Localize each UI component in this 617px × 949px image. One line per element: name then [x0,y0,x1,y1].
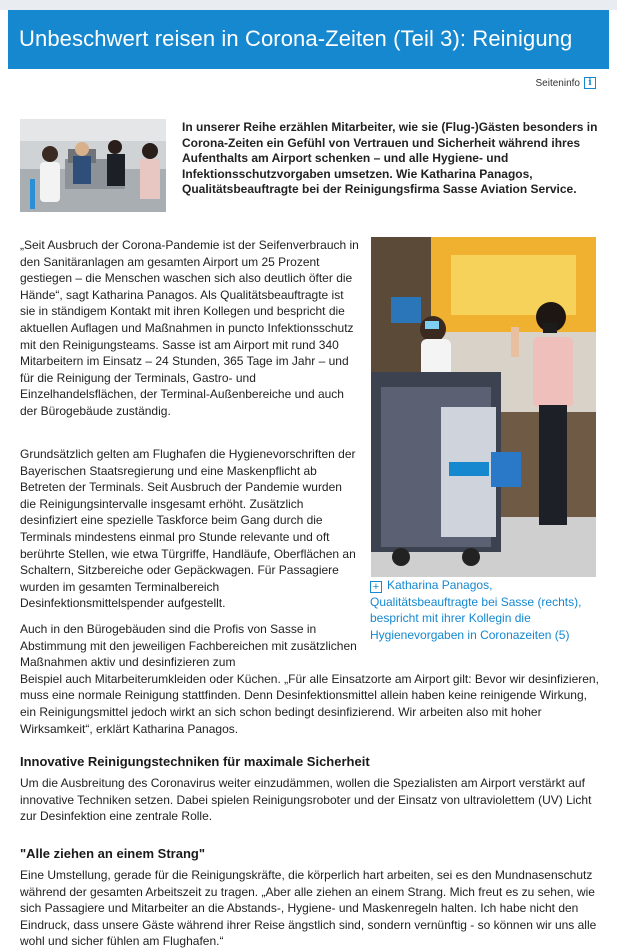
page-header [8,10,609,69]
section-heading-innovation: Innovative Reinigungstechniken für maximale Sicherheit [20,754,370,769]
expand-image-icon[interactable]: + [370,581,382,593]
body-paragraph-2: Grundsätzlich gelten am Flughafen die Hygienevorschriften der Bayerischen Staatsregierung und eine Maskenpflicht ab Betreten der Terminals. Seit Ausbruch der Pandemie wurden die Reinigungsintervalle insgesamt erhöht. Zusätzlich desinfiziert eine spezielle Taskforce beim Gang durch die Terminals mindestens einmal pro Stunde relevante und oft berührte Stellen, wie etwa Türgriffe, Handläufe, Oberflächen an Schaltern, Sitzbereiche oder Gepäckwagen. Für Passagiere wurden im gesamten Terminalbereich Desinfektionsmittelspender aufgestellt. [20,447,356,611]
body-paragraph-3-start: Auch in den Bürogebäuden sind die Profis von Sasse in Abstimmung mit den jeweiligen Fachbereichen mit zusätzlichen Maßnahmen aktiv und desinfizieren zum [20,622,357,670]
photo-caption [370,577,600,643]
body-paragraph-5: Eine Umstellung, gerade für die Reinigungskräfte, die körperlich hart arbeiten, sei es den Mundnasenschutz während der gesamten Arbeitszeit zu tragen. „Aber alle ziehen an einem Strang. Mich freut es zu sehen, wie sich Passagiere und Mitarbeiter an die Abstands-, Hygiene- und Maskenregeln halten. Ich habe nicht den Eindruck, dass unsere Gäste während ihrer Reise ängstlich sind, sondern vernünftig - so können wir uns alle wohl und sicher fühlen am Flughafen.“ [20,868,597,949]
photo-caption-text: Katharina Panagos, Qualitätsbeauftragte bei Sasse (rechts), bespricht mit ihrer Kollegin die Hygienevorgaben in Coronazeiten (5) [370,578,582,642]
body-paragraph-3-end: Beispiel auch Mitarbeiterumkleiden oder Küchen. „Für alle Einsatzorte am Airport gilt: Bevor wir desinfizieren, muss eine normale Reinigung stattfinden. Denn Desinfektionsmittel allein haben keine reinigende Wirkung, ein Reinigungsmittel jedoch wirkt an sich schon bedingt desinfizierend. Wir arbeiten also mit hoher Wirksamkeit“, erklärt Katharina Panagos. [20,671,599,736]
page-info-link[interactable] [536,77,596,89]
article-photo[interactable] [371,237,596,577]
intro-text: In unserer Reihe erzählen Mitarbeiter, wie sie (Flug-)Gästen besonders in Corona-Zeiten ein Gefühl von Vertrauen und Sicherheit während ihres Aufenthalts am Airport schenken – und alle Hygiene- und Infektionsschutzvorgaben umsetzen. Wie Katharina Panagos, Qualitätsbeauftragte bei der Reinigungsfirma Sasse Aviation Service. [182,120,598,196]
section-heading-strang: "Alle ziehen an einem Strang" [20,846,205,861]
body-paragraph-1: „Seit Ausbruch der Corona-Pandemie ist der Seifenverbrauch in den Sanitäranlagen am gesamten Airport um 25 Prozent gestiegen – die Menschen waschen sich also deutlich öfter die Hände“, sagt Katharina Panagos. Als Qualitätsbeauftragte ist sie in ständigem Kontakt mit ihren Kollegen und bespricht die aktuellen Auflagen und Maßnahmen in puncto Infektionsschutz mit den Reinigungsteams. Sasse ist am Airport mit rund 340 Mitarbeitern im Einsatz – 24 Stunden, 365 Tage im Jahr – und für die Reinigung der Terminals, Gastro- und Einzelhandelsflächen, der Terminal-Außenbereiche und auch der Bürogebäude zuständig. [20,238,359,418]
article-photo-illustration [371,237,596,577]
page-title: Unbeschwert reisen in Corona-Zeiten (Teil 3): Reinigung [19,26,573,51]
info-icon[interactable]: i [584,77,596,89]
body-paragraph-3 [20,621,599,737]
intro-thumbnail-image[interactable] [20,119,166,212]
top-stripe [0,0,617,10]
body-paragraph-4: Um die Ausbreitung des Coronavirus weiter einzudämmen, wollen die Spezialisten am Airport verstärkt auf innovative Techniken setzen. Dabei spielen Reinigungsroboter und der Einsatz von ultraviolettem (UV) Licht zur Desinfektion eine zentrale Rolle. [20,776,592,824]
intro-thumbnail-illustration [20,119,166,212]
page-info-label: Seiteninfo [535,77,580,89]
